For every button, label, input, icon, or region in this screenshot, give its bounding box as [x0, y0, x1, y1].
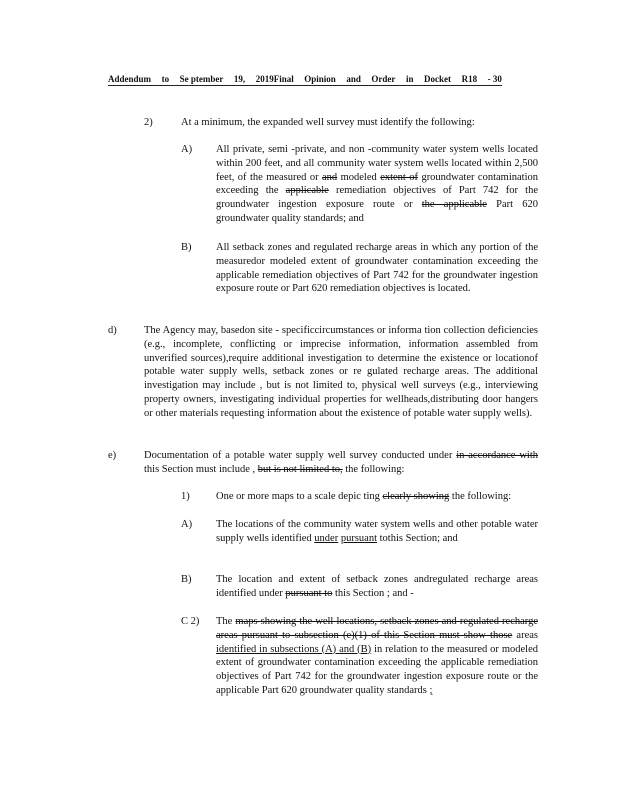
header-word: and: [346, 74, 361, 84]
item-label: 1): [181, 491, 190, 502]
header-word: Opinion: [304, 74, 336, 84]
item-2b-text: All setback zones and regulated recharge areas in which any portion of the measuredor modeled extent of groundwater contamination exceeding the applicable remediation objectives of Part 742 for the groundwater ingestion exposure route or Part 620 remediation objectives is located.: [216, 242, 538, 295]
header-word: Addendum: [108, 74, 152, 84]
struck-text: the applicable: [421, 199, 487, 211]
header-word: 2019Final: [255, 74, 294, 84]
item-d-text: The Agency may, basedon site - specificcircumstances or informa tion collection deficiencies (e.g., incomplete, conflicting or imprecise information, information assembled from unverified sources),require additional investigation to determine the existence or locationof potable water supply wells, setback zones or re gulated recharge areas. The additional investigation may include , but is not limited to, physical well surveys (e.g., interviewing property owners, investigating individual properties for wellheads,distributing door hangers or other materials requesting information about the existence of potable water supply wells).: [144, 325, 538, 419]
item-e-text: Documentation of a potable water supply well survey conducted under in accordance with this Section must include , but is not limited to, the following:: [144, 450, 539, 475]
item-e1b-text: The location and extent of setback zones andregulated recharge areas identified under pursuant to this Section ; and -: [216, 574, 538, 599]
page-header: [108, 74, 502, 86]
item-e1c-text: The maps showing the well locations, setback zones and regulated recharge areas pursuant to subsection (e)(1) of this Section must show those areas identified in subsections (A) and (B) in relation to the measured or modeled extent of groundwater contamination exceeding the applicable remediation objectives of Part 742 for the groundwater ingestion exposure route or the applicable Part 620 groundwater quality standards ;: [216, 616, 538, 696]
item-label: C 2): [181, 616, 200, 627]
struck-text: extent of: [380, 171, 419, 183]
struck-text: but is not limited to,: [257, 463, 343, 475]
header-word: in: [405, 74, 414, 84]
item-label: B): [181, 574, 192, 585]
item-2a-text: All private, semi -private, and non -community water system wells located within 200 feet, and all community water system wells located within 2,500 feet, of the measured or and modeled extent of groundwater contamination exceeding the applicable remediation objectives of Part 742 for the groundwater ingestion exposure route or the applicable Part 620 groundwater quality standards; and: [216, 144, 538, 224]
struck-text: in accordance with: [456, 450, 539, 461]
item-2-text: At a minimum, the expanded well survey must identify the following:: [181, 117, 475, 128]
underlined-text: identified in subsections (A) and (B): [216, 643, 372, 655]
struck-text: maps showing the well locations, setback zones and regulated recharge areas pursuant to subsection (e)(1) of this Section must show those: [216, 616, 538, 641]
item-label: 2): [144, 117, 153, 128]
header-word: - 30: [487, 74, 502, 84]
item-label: A): [181, 144, 193, 155]
underlined-text: under: [314, 532, 339, 544]
item-label: A): [181, 519, 193, 530]
struck-text: pursuant to: [285, 587, 333, 599]
header-word: Se ptember: [179, 74, 224, 84]
item-label: d): [108, 325, 117, 336]
struck-text: clearly showing: [382, 491, 450, 502]
header-word: 19,: [233, 74, 246, 84]
header-word: Order: [371, 74, 396, 84]
item-e1-text: One or more maps to a scale depic ting clearly showing the following:: [216, 491, 512, 502]
item-e1a-text: The locations of the community water system wells and other potable water supply wells identified under pursuant tothis Section; and: [216, 519, 538, 544]
header-word: R18: [461, 74, 478, 84]
struck-text: and: [322, 171, 338, 183]
item-label: e): [108, 450, 117, 461]
struck-text: applicable: [285, 185, 329, 197]
underlined-text: pursuant: [340, 532, 377, 544]
header-word: Docket: [424, 74, 452, 84]
item-label: B): [181, 242, 192, 253]
underlined-text: ;: [429, 684, 433, 696]
header-word: to: [161, 74, 170, 84]
